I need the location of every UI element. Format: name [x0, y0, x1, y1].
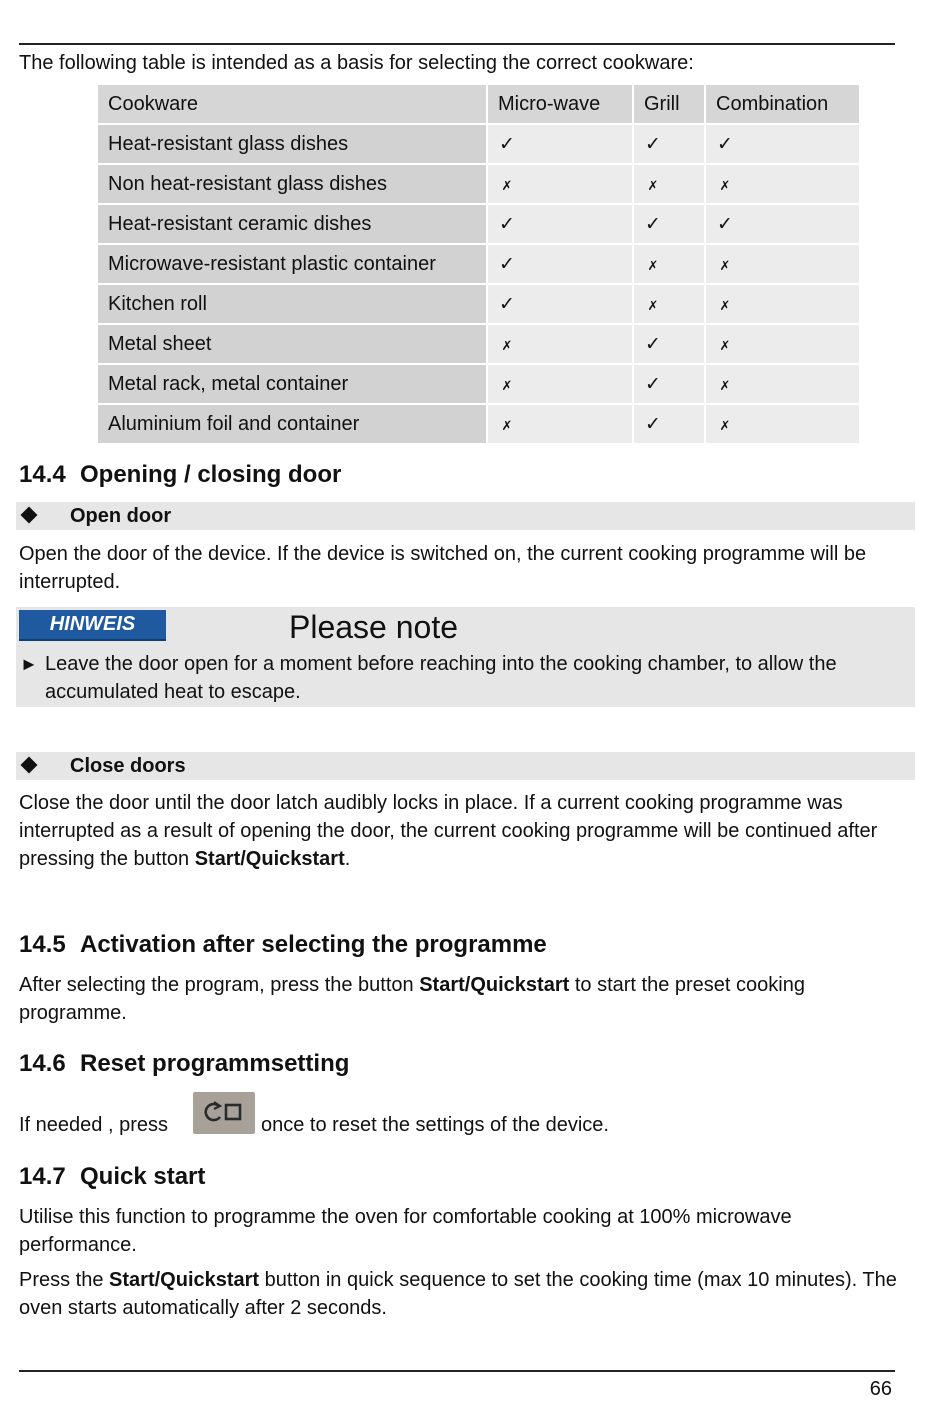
suitability-cell — [705, 404, 860, 444]
suitability-cell — [633, 324, 705, 364]
open-door-text: Open the door of the device. If the device is switched on, the current cooking programme will be interrupted. — [19, 543, 867, 593]
suitability-cell — [487, 284, 633, 324]
table-row — [97, 284, 860, 324]
reset-icon — [199, 1097, 249, 1129]
note-text: Leave the door open for a moment before reaching into the cooking chamber, to allow the accumulated heat to escape. — [45, 653, 837, 703]
check-icon: ✓ — [499, 133, 515, 155]
cross-icon: ✗ — [647, 177, 659, 193]
suitability-cell — [633, 204, 705, 244]
cross-icon: ✗ — [719, 377, 731, 393]
reset-text-before: If needed , press — [19, 1114, 168, 1136]
check-icon: ✓ — [499, 253, 515, 275]
suitability-cell — [705, 284, 860, 324]
check-icon: ✓ — [499, 213, 515, 235]
suitability-cell — [487, 364, 633, 404]
table-row — [97, 324, 860, 364]
suitability-cell — [633, 244, 705, 284]
cookware-name-cell: Kitchen roll — [97, 284, 487, 324]
quickstart-para-1: Utilise this function to programme the oven for comfortable cooking at 100% microwave performance. — [19, 1206, 792, 1256]
cookware-name-cell: Heat-resistant ceramic dishes — [97, 204, 487, 244]
cookware-name-cell: Non heat-resistant glass dishes — [97, 164, 487, 204]
cookware-name-cell: Aluminium foil and container — [97, 404, 487, 444]
page-number: 66 — [869, 1378, 892, 1400]
subheading-close-doors: Close doors — [16, 752, 915, 780]
top-rule — [19, 43, 895, 45]
reset-text-after: once to reset the settings of the device. — [261, 1114, 609, 1136]
suitability-cell — [633, 284, 705, 324]
cross-icon: ✗ — [501, 337, 513, 353]
table-header-cell: Micro-wave — [487, 84, 633, 124]
check-icon: ✓ — [645, 133, 661, 155]
suitability-cell — [705, 124, 860, 164]
cookware-name-cell: Microwave-resistant plastic container — [97, 244, 487, 284]
heading-14-6: 14.6 Reset programmsetting — [19, 1050, 350, 1077]
suitability-cell — [705, 244, 860, 284]
table-row — [97, 124, 860, 164]
cross-icon: ✗ — [719, 297, 731, 313]
suitability-cell — [633, 404, 705, 444]
table-intro: The following table is intended as a basis for selecting the correct cookware: — [19, 52, 694, 74]
table-row — [97, 364, 860, 404]
suitability-cell — [705, 324, 860, 364]
table-row — [97, 404, 860, 444]
table-header-row — [97, 84, 860, 124]
heading-14-7: 14.7 Quick start — [19, 1163, 206, 1190]
heading-14-4: 14.4 Opening / closing door — [19, 461, 342, 488]
suitability-cell — [487, 244, 633, 284]
cross-icon: ✗ — [719, 177, 731, 193]
table-header-cell: Cookware — [97, 84, 487, 124]
table-header-cell: Combination — [705, 84, 860, 124]
cookware-table — [96, 83, 861, 445]
check-icon: ✓ — [645, 413, 661, 435]
cross-icon: ✗ — [647, 257, 659, 273]
cookware-name-cell: Metal rack, metal container — [97, 364, 487, 404]
cross-icon: ✗ — [719, 417, 731, 433]
note-title: Please note — [289, 609, 459, 645]
check-icon: ✓ — [717, 213, 733, 235]
suitability-cell — [633, 364, 705, 404]
cross-icon: ✗ — [719, 337, 731, 353]
cross-icon: ✗ — [719, 257, 731, 273]
check-icon: ✓ — [717, 133, 733, 155]
hinweis-badge: HINWEIS — [19, 610, 166, 641]
quickstart-para-2: Press the Start/Quickstart button in quick sequence to set the cooking time (max 10 minutes). The oven starts automatically after 2 seconds. — [19, 1269, 897, 1319]
table-header-cell: Grill — [633, 84, 705, 124]
heading-14-5: 14.5 Activation after selecting the programme — [19, 931, 547, 958]
cross-icon: ✗ — [647, 297, 659, 313]
cross-icon: ✗ — [501, 417, 513, 433]
table-row — [97, 204, 860, 244]
diamond-bullet-icon — [21, 757, 38, 774]
close-doors-text: Close the door until the door latch audibly locks in place. If a current cooking programme was interrupted as a result of opening the door, the current cooking programme will be continued after pressing the button Start/Quickstart. — [19, 792, 878, 870]
suitability-cell — [487, 324, 633, 364]
suitability-cell — [633, 124, 705, 164]
cross-icon: ✗ — [501, 177, 513, 193]
check-icon: ✓ — [645, 213, 661, 235]
diamond-bullet-icon — [21, 507, 38, 524]
table-row — [97, 164, 860, 204]
check-icon: ✓ — [499, 293, 515, 315]
suitability-cell — [633, 164, 705, 204]
cookware-name-cell: Heat-resistant glass dishes — [97, 124, 487, 164]
reset-button — [193, 1092, 255, 1134]
suitability-cell — [487, 204, 633, 244]
arrow-bullet-icon: ► — [20, 654, 38, 674]
cross-icon: ✗ — [501, 377, 513, 393]
suitability-cell — [705, 164, 860, 204]
suitability-cell — [705, 204, 860, 244]
please-note-box — [16, 607, 915, 707]
suitability-cell — [487, 404, 633, 444]
bottom-rule — [19, 1370, 895, 1372]
activation-text: After selecting the program, press the button Start/Quickstart to start the preset cooking programme. — [19, 974, 805, 1024]
check-icon: ✓ — [645, 373, 661, 395]
table-row — [97, 244, 860, 284]
suitability-cell — [487, 164, 633, 204]
cookware-name-cell: Metal sheet — [97, 324, 487, 364]
suitability-cell — [487, 124, 633, 164]
subheading-open-door: Open door — [16, 502, 915, 530]
suitability-cell — [705, 364, 860, 404]
check-icon: ✓ — [645, 333, 661, 355]
